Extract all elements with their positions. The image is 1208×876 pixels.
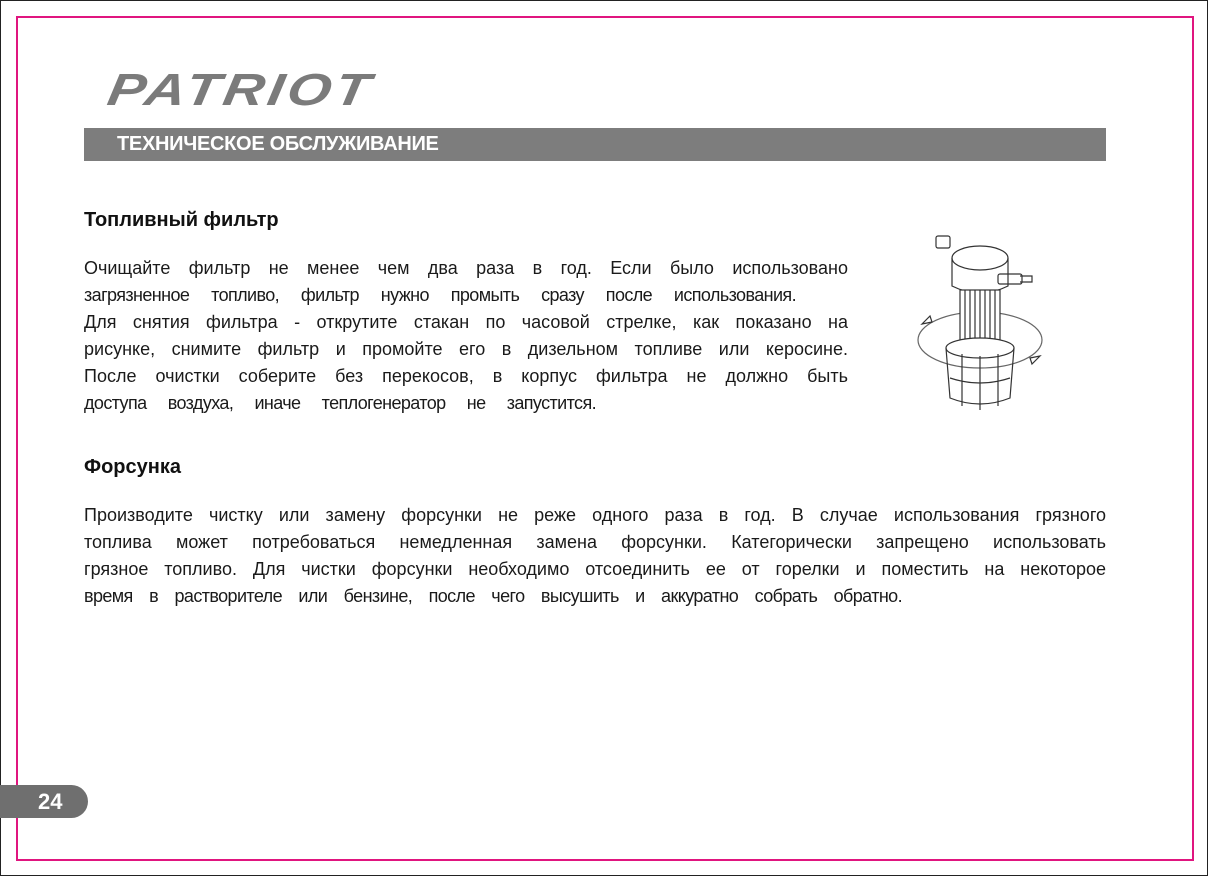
nozzle-text	[84, 502, 1106, 610]
text-line: загрязненное топливо, фильтр нужно промыть сразу после использования.	[84, 285, 796, 305]
text-line: время в растворителе или бензине, после чего высушить и аккуратно собрать обратно.	[84, 586, 902, 606]
section-title: ТЕХНИЧЕСКОЕ ОБСЛУЖИВАНИЕ	[117, 133, 439, 155]
page-number: 24	[38, 789, 63, 814]
text-line: топлива может потребоваться немедленная замена форсунки. Категорически запрещено использовать	[84, 532, 1106, 552]
text-line: Производите чистку или замену форсунки не реже одного раза в год. В случае использования грязного	[84, 505, 1106, 525]
page-number-badge	[0, 785, 88, 818]
text-line: Для снятия фильтра - открутите стакан по часовой стрелке, как показано на	[84, 312, 848, 332]
text-line: После очистки соберите без перекосов, в корпус фильтра не должно быть	[84, 366, 848, 386]
fuel-filter-text	[84, 255, 848, 417]
nozzle-heading: Форсунка	[84, 456, 181, 478]
section-header-bar	[84, 128, 1106, 161]
brand-logo: PATRIOT	[104, 64, 378, 115]
rotate-arrow-icon	[922, 316, 932, 324]
fuel-filter-illustration	[900, 228, 1060, 424]
text-line: рисунке, снимите фильтр и промойте его в дизельном топливе или керосине.	[84, 339, 848, 359]
text-line: Очищайте фильтр не менее чем два раза в год. Если было использовано	[84, 258, 848, 278]
text-line: доступа воздуха, иначе теплогенератор не запустится.	[84, 393, 596, 413]
text-line: грязное топливо. Для чистки форсунки необходимо отсоединить ее от горелки и поместить на некоторое	[84, 559, 1106, 579]
rotate-arrow-icon	[1030, 356, 1040, 364]
fuel-filter-heading: Топливный фильтр	[84, 209, 279, 231]
